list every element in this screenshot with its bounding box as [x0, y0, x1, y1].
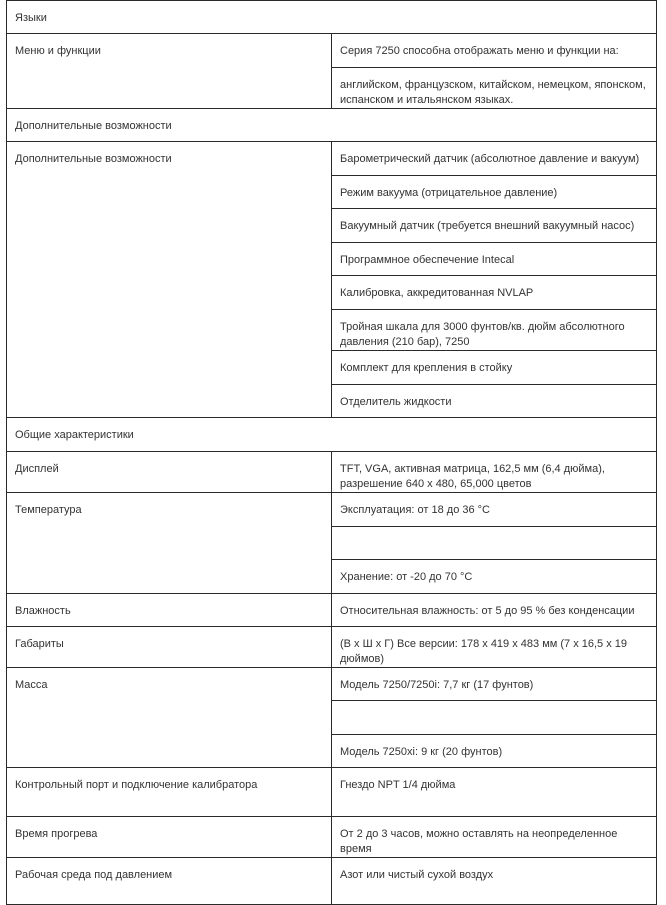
- section-title: Общие характеристики: [7, 418, 657, 452]
- table-row: [7, 858, 657, 905]
- row-label-temperature: Температура: [7, 493, 332, 594]
- row-value: Азот или чистый сухой воздух: [332, 858, 657, 905]
- row-label-media: Рабочая среда под давлением: [7, 858, 332, 905]
- table-row: [7, 34, 657, 68]
- specs-table: [6, 0, 657, 905]
- row-label-dimensions: Габариты: [7, 627, 332, 668]
- row-value: Вакуумный датчик (требуется внешний вакуумный насос): [332, 209, 657, 243]
- row-value: Тройная шкала для 3000 фунтов/кв. дюйм абсолютного давления (210 бар), 7250: [332, 310, 657, 351]
- row-value: (В x Ш x Г) Все версии: 178 x 419 x 483 мм (7 x 16,5 x 19 дюймов): [332, 627, 657, 668]
- row-value: TFT, VGA, активная матрица, 162,5 мм (6,4 дюйма), разрешение 640 x 480, 65,000 цветов: [332, 452, 657, 493]
- row-value: Эксплуатация: от 18 до 36 °C: [332, 493, 657, 527]
- section-row-general: [7, 418, 657, 452]
- row-value: Программное обеспечение Intecal: [332, 243, 657, 276]
- row-label-warmup: Время прогрева: [7, 817, 332, 858]
- row-label-display: Дисплей: [7, 452, 332, 493]
- row-value: Калибровка, аккредитованная NVLAP: [332, 276, 657, 310]
- row-value: Модель 7250xi: 9 кг (20 фунтов): [332, 735, 657, 768]
- table-row: [7, 668, 657, 701]
- row-value: Хранение: от -20 до 70 °C: [332, 560, 657, 594]
- row-value: Отделитель жидкости: [332, 385, 657, 418]
- row-label-menu: Меню и функции: [7, 34, 332, 109]
- table-row: [7, 493, 657, 527]
- table-row: [7, 452, 657, 493]
- section-row-options: [7, 109, 657, 142]
- section-row-languages: [7, 1, 657, 34]
- row-value-empty: [332, 701, 657, 735]
- table-row: [7, 817, 657, 858]
- row-label-humidity: Влажность: [7, 594, 332, 627]
- section-title: Языки: [7, 1, 657, 34]
- table-row: [7, 594, 657, 627]
- row-label-options: Дополнительные возможности: [7, 142, 332, 418]
- table-row: [7, 142, 657, 176]
- row-value: Комплект для крепления в стойку: [332, 351, 657, 385]
- row-value: Относительная влажность: от 5 до 95 % без конденсации: [332, 594, 657, 627]
- table-row: [7, 768, 657, 817]
- row-value: От 2 до 3 часов, можно оставлять на неопределенное время: [332, 817, 657, 858]
- row-value: английском, французском, китайском, немецком, японском, испанском и итальянском языках.: [332, 68, 657, 109]
- row-label-mass: Масса: [7, 668, 332, 768]
- table-row: [7, 627, 657, 668]
- row-label-port: Контрольный порт и подключение калибратора: [7, 768, 332, 817]
- row-value: Барометрический датчик (абсолютное давление и вакуум): [332, 142, 657, 176]
- row-value: Серия 7250 способна отображать меню и функции на:: [332, 34, 657, 68]
- row-value: Гнездо NPT 1/4 дюйма: [332, 768, 657, 817]
- row-value: Режим вакуума (отрицательное давление): [332, 176, 657, 209]
- section-title: Дополнительные возможности: [7, 109, 657, 142]
- row-value: Модель 7250/7250i: 7,7 кг (17 фунтов): [332, 668, 657, 701]
- row-value-empty: [332, 527, 657, 560]
